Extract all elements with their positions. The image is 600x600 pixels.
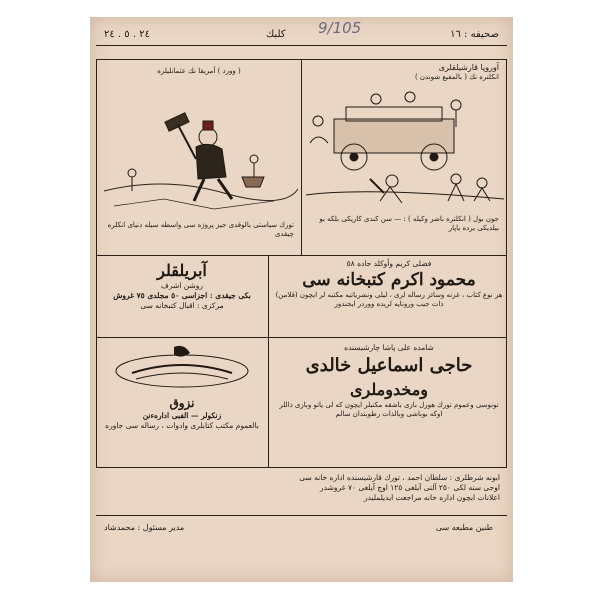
editor-line: مدير مسئول : محمدشاد: [104, 523, 185, 532]
left-cartoon-bottom-caption: تورك سياستى بالوقدى جيز پروژه سى واسطه سيله دنياى انكلره چيقدى: [107, 221, 294, 238]
right-cartoon-subcaption: انكلتره نك ( بالمفيع شوندن ): [414, 73, 499, 81]
header-rule: [96, 45, 507, 46]
school-ad-body: بالعموم مكتب كتابلرى وادوات ، رساله سى جاوره: [105, 421, 259, 430]
issue-date: ٢٤ . ٥ . ٢٤: [104, 29, 150, 40]
right-cartoon-illustration: [306, 83, 504, 211]
bookstore-body: هر نوع كتاب ، غزته وسائر رساله لرى ، ليلى ونشرياتيه مكتبه لر ايچون (قلامن) ذات جيب ورونايه لريده ووردر ايجندور: [275, 291, 503, 308]
subscription-line-1: ابونه شرطلرى : سلطان احمد ، تورك قارشيسنده اداره خانه سى: [299, 473, 500, 482]
bookstore-title: محمود اكرم كتبخانه سى: [302, 270, 476, 290]
bookstore-ad: [274, 259, 504, 335]
ads-divider: [268, 255, 269, 467]
printer-line: طنين مطبعه سى: [435, 523, 493, 532]
subscription-line-3: اعلانات ابچون اداره خانه مراجعت ايديلمليدر: [363, 493, 500, 502]
left-cartoon-illustration: [104, 81, 298, 211]
newspaper-page: [90, 17, 513, 582]
ads-bottom-rule: [96, 467, 507, 468]
subscription-line-2: اوجى سنه لكى ٢٥٠ آلتى آيلغى ١٢٥ اوچ آيلغى ٧٠ غروشدر: [320, 483, 500, 492]
ads-top-rule: [96, 255, 507, 256]
merchant-ad: [274, 343, 504, 463]
school-ad-subtitle: زنكولر — الفبى ادارهءنن: [142, 411, 222, 420]
book-ad-subtitle: روشن اشرف: [161, 281, 203, 290]
ads-left-rule: [96, 255, 97, 467]
bookstore-address: فضلى كريم وأوكلد جاده ٥٨: [346, 259, 432, 268]
ads-right-rule: [506, 255, 507, 467]
ads-middle-rule: [96, 337, 507, 338]
book-ad-footer: مركزى : اقبال كتبخانه سى: [140, 301, 224, 310]
footer-rule: [96, 515, 507, 516]
book-ad: [102, 261, 262, 335]
subscription-info: [104, 473, 500, 503]
school-ad-title: نزوق: [169, 396, 195, 410]
left-cartoon-caption: ( وورد ) آمريقا نك عثمانليلره: [157, 67, 241, 75]
cartoon-left-rule: [96, 59, 97, 255]
pencil-note: 9/105: [318, 19, 362, 37]
merchant-address: شامده على پاشا چارشيسنده: [344, 343, 434, 352]
cartoon-right-rule: [506, 59, 507, 255]
page-number: صحيفه : ١٦: [450, 29, 499, 40]
book-ad-price: بكى جيقدى : اجزاسى ٥٠ مجلدى ٧٥ غروش: [113, 291, 251, 300]
school-supplies-ad: [102, 343, 262, 463]
merchant-title: حاجى اسماعيل خالدى: [305, 355, 473, 376]
page-header: [98, 23, 505, 45]
book-ad-title: آبريلقلر: [157, 261, 207, 280]
right-cartoon-caption: آوروپا قارشيلقلرى: [438, 63, 499, 72]
merchant-body: تونوسى وعموم تورك هوزل بازى باشقه مكتبلر ايچون كه لى ياتو وبازى ذاللر اوكه بوباشى وبالذات رطوبتدان سالم: [279, 401, 499, 418]
calligraphic-emblem: [102, 343, 262, 395]
journal-name: كلبك: [266, 29, 286, 40]
right-cartoon-bottom-caption: جون بول ( انكلتره ناشر وكيله ) : — سن كندى كاريکى بلکه بو بيلديکى يرده ياپار: [319, 215, 499, 232]
cartoon-divider: [301, 59, 302, 255]
merchant-subtitle: ومخدوملرى: [350, 380, 428, 399]
